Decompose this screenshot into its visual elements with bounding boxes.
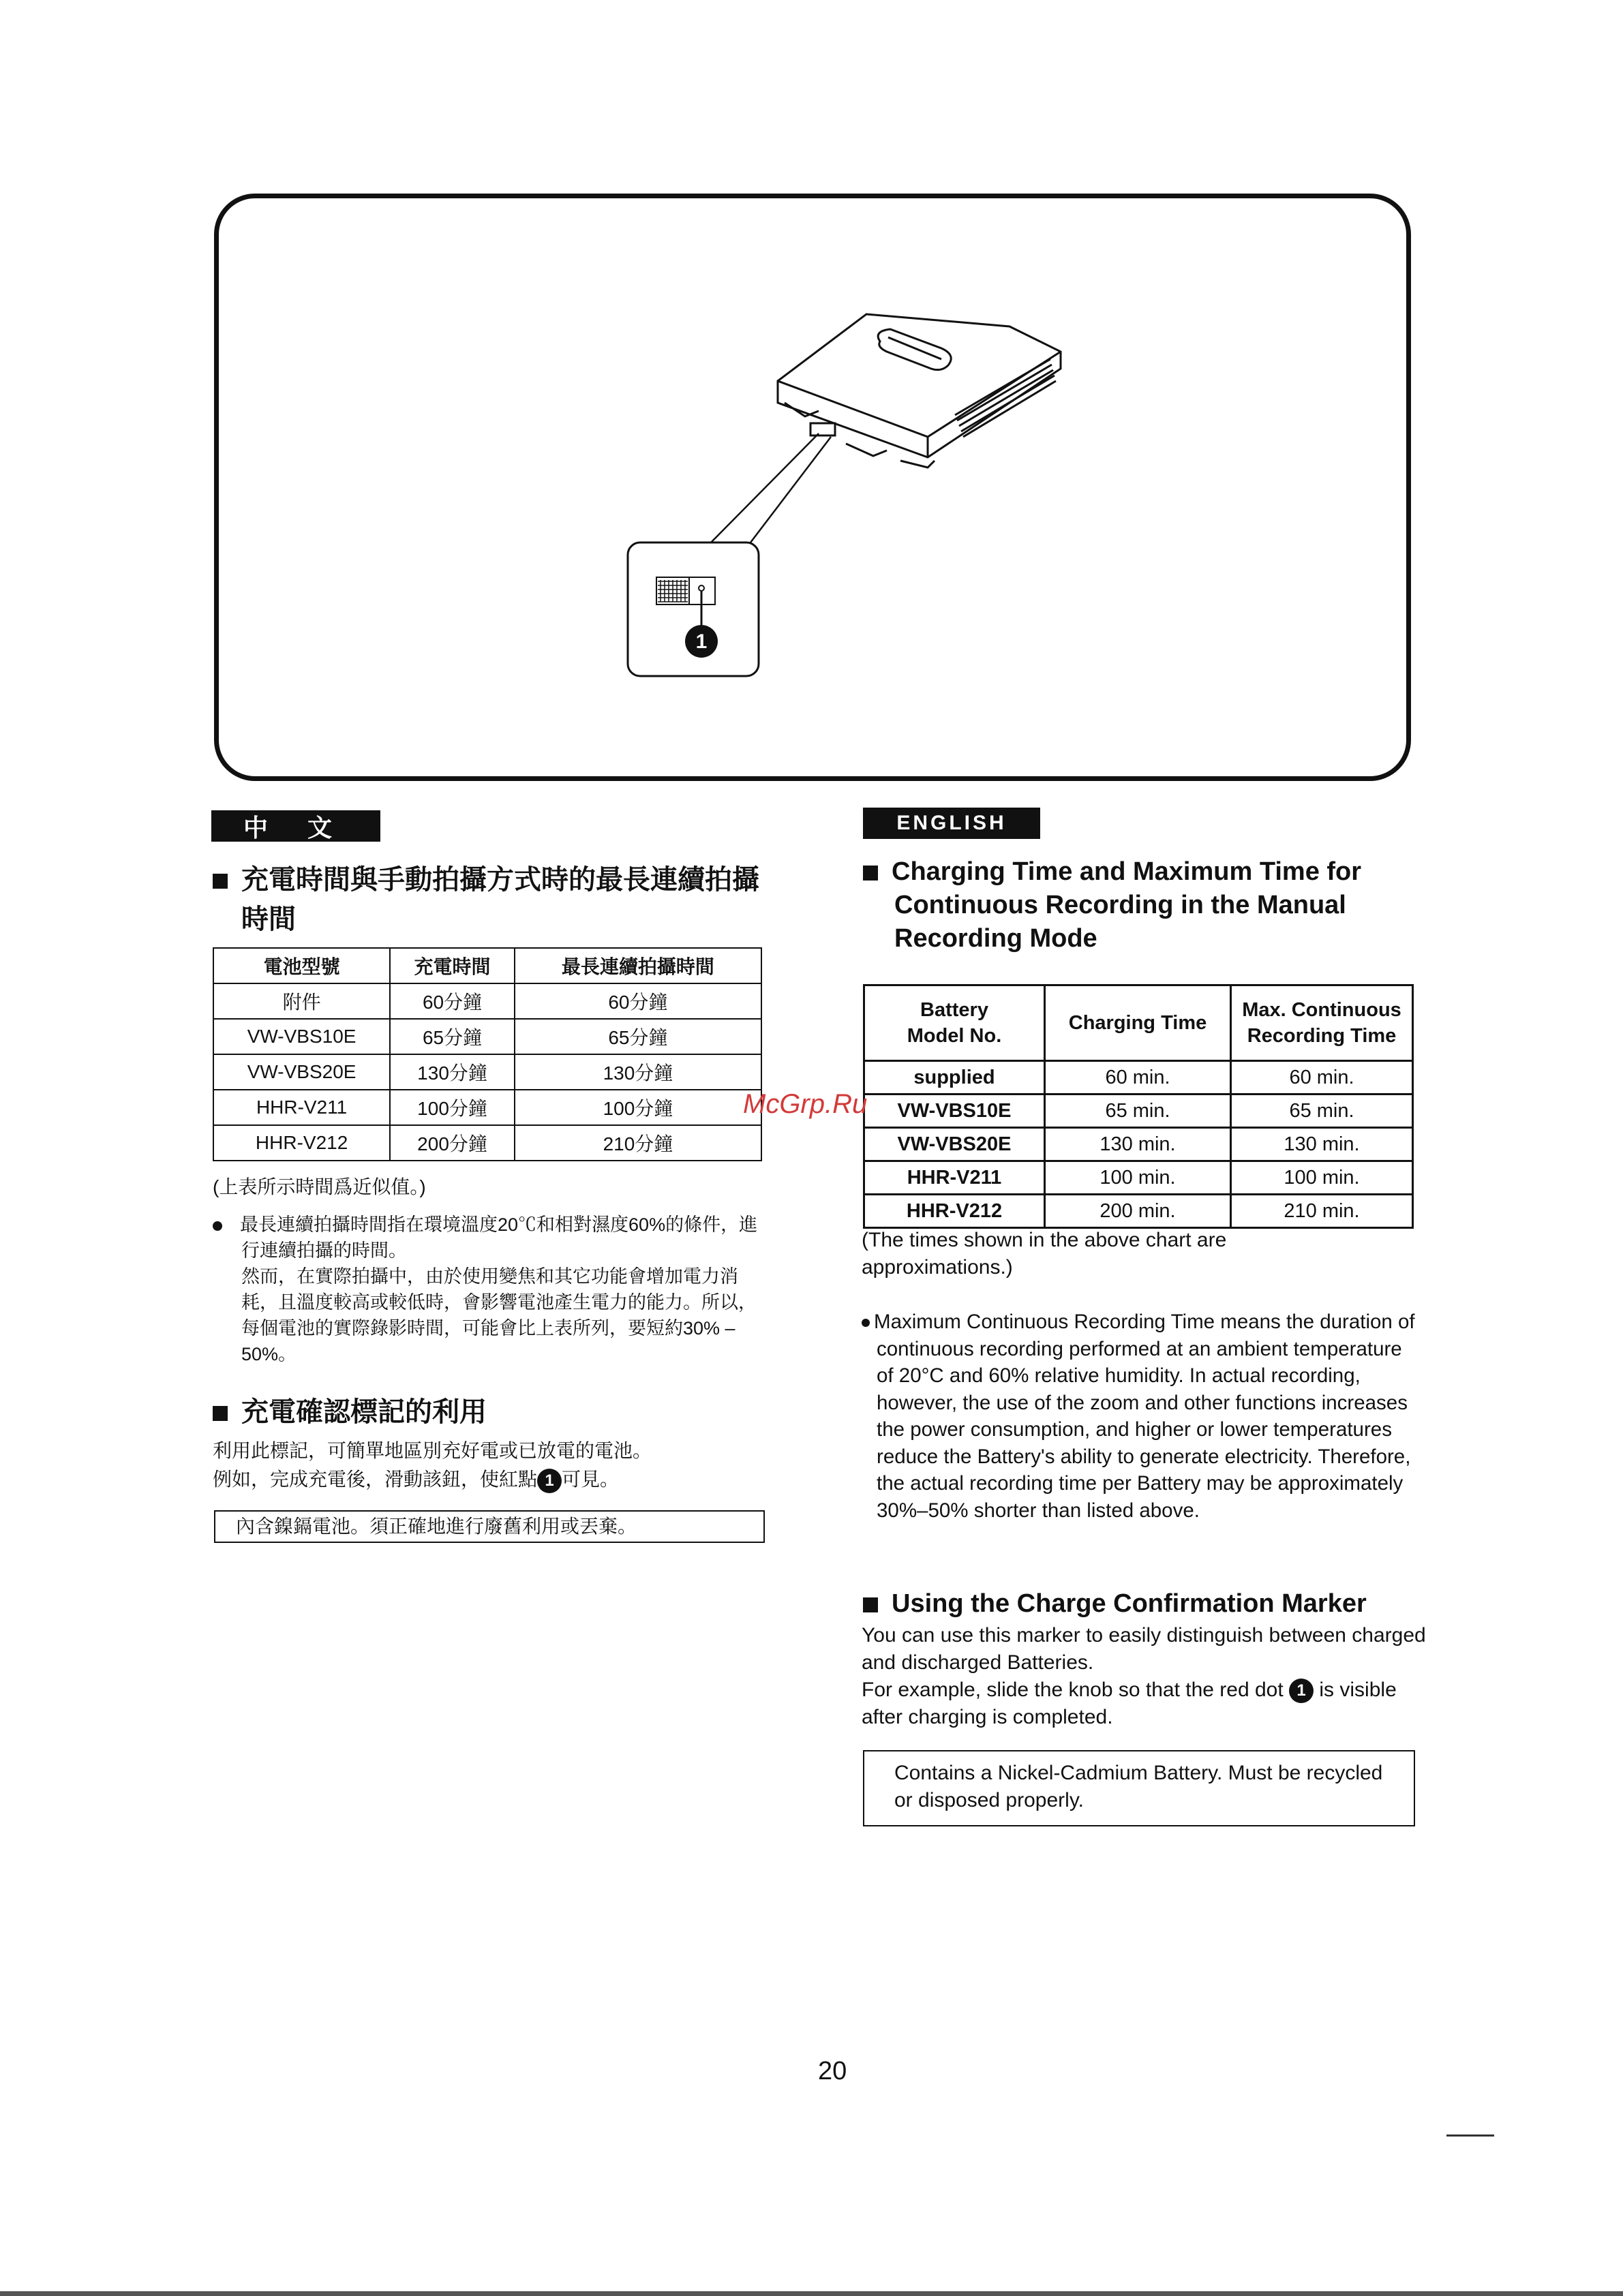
page-number: 20 bbox=[818, 2057, 847, 2085]
table-cell: 65 min. bbox=[1045, 1095, 1231, 1128]
table-header-model bbox=[864, 985, 1045, 1061]
margin-rule bbox=[1446, 2134, 1494, 2137]
chinese-table-note: (上表所示時間爲近似值。) bbox=[213, 1176, 426, 1197]
table-cell: 210分鐘 bbox=[515, 1125, 761, 1161]
bullet-dot-icon bbox=[213, 1221, 222, 1231]
table-cell: 60 min. bbox=[1045, 1061, 1231, 1095]
chinese-heading-line2: 時間 bbox=[241, 904, 296, 934]
table-cell: HHR-V212 bbox=[213, 1125, 390, 1161]
bullet-dot-icon bbox=[862, 1319, 870, 1327]
english-heading bbox=[863, 855, 1429, 955]
battery-drawing bbox=[778, 314, 1061, 468]
chinese-heading2 bbox=[213, 1390, 487, 1429]
header-model-line1: Battery bbox=[920, 999, 988, 1021]
english-heading-line3: Recording Mode bbox=[894, 924, 1097, 953]
table-cell: VW-VBS20E bbox=[864, 1128, 1045, 1161]
table-cell: 65分鐘 bbox=[515, 1019, 761, 1054]
table-cell: HHR-V212 bbox=[864, 1195, 1045, 1228]
table-header-row bbox=[213, 948, 761, 983]
bottom-edge bbox=[0, 2291, 1623, 2296]
chinese-heading-line1: 充電時間與手動拍攝方式時的最長連續拍攝 bbox=[241, 865, 759, 895]
header-max-line1: Max. Continuous bbox=[1242, 999, 1401, 1021]
english-recycle-notice: Contains a Nickel-Cadmium Battery. Must be recycled or disposed properly. bbox=[863, 1750, 1415, 1826]
english-paragraph bbox=[862, 1622, 1427, 1731]
table-cell: 100 min. bbox=[1231, 1161, 1413, 1195]
chinese-paragraph bbox=[213, 1437, 772, 1494]
table-row bbox=[864, 1128, 1413, 1161]
table-cell: 130分鐘 bbox=[515, 1054, 761, 1090]
table-cell: VW-VBS10E bbox=[213, 1019, 390, 1054]
table-cell: 65分鐘 bbox=[390, 1019, 515, 1054]
table-header-charge: Charging Time bbox=[1045, 985, 1231, 1061]
table-cell: 130分鐘 bbox=[390, 1054, 515, 1090]
table-cell: VW-VBS10E bbox=[864, 1095, 1045, 1128]
table-cell: 200 min. bbox=[1045, 1195, 1231, 1228]
red-dot-number-icon: 1 bbox=[537, 1469, 562, 1493]
table-row bbox=[213, 1125, 761, 1161]
chinese-bullet-line2: 然而，在實際拍攝中，由於使用變焦和其它功能會增加電力消耗，且溫度較高或較低時，會影響電池產生電力的能力。所以，每個電池的實際錄影時間，可能會比上表所列，要短約30% – 50%。 bbox=[241, 1266, 757, 1364]
table-cell: 100 min. bbox=[1045, 1161, 1231, 1195]
table-cell: HHR-V211 bbox=[864, 1161, 1045, 1195]
table-row bbox=[864, 1195, 1413, 1228]
battery-illustration-box bbox=[214, 194, 1411, 781]
english-charging-table bbox=[863, 984, 1414, 1229]
english-para1: You can use this marker to easily distinguish between charged and discharged Batteries. bbox=[862, 1624, 1426, 1674]
english-para2-after: is visible after charging is completed. bbox=[862, 1679, 1397, 1728]
table-row bbox=[213, 1054, 761, 1090]
table-cell: 附件 bbox=[213, 983, 390, 1019]
english-bullet bbox=[862, 1308, 1421, 1524]
table-cell: HHR-V211 bbox=[213, 1090, 390, 1125]
table-row bbox=[864, 1061, 1413, 1095]
table-header-max bbox=[1231, 985, 1413, 1061]
english-heading-line2: Continuous Recording in the Manual bbox=[894, 891, 1346, 919]
heading-bullet-icon bbox=[863, 866, 878, 881]
table-cell: 210 min. bbox=[1231, 1195, 1413, 1228]
table-header: 最長連續拍攝時間 bbox=[515, 948, 761, 983]
table-cell: 130 min. bbox=[1231, 1128, 1413, 1161]
table-row bbox=[864, 1095, 1413, 1128]
battery-illustration bbox=[219, 198, 1406, 776]
chinese-para2-before: 例如，完成充電後，滑動該鈕，使紅點 bbox=[213, 1469, 538, 1490]
table-row bbox=[213, 983, 761, 1019]
table-cell: supplied bbox=[864, 1061, 1045, 1095]
chinese-heading2-text: 充電確認標記的利用 bbox=[241, 1397, 487, 1427]
heading-bullet-icon bbox=[213, 1406, 228, 1421]
chinese-bullet bbox=[213, 1212, 765, 1367]
heading-bullet-icon bbox=[863, 1597, 878, 1612]
chinese-bullet-line1: 最長連續拍攝時間指在環境溫度20℃和相對濕度60%的條件，進行連續拍攝的時間。 bbox=[240, 1214, 758, 1261]
table-cell: 200分鐘 bbox=[390, 1125, 515, 1161]
callout-number: 1 bbox=[695, 630, 708, 653]
table-cell: 60分鐘 bbox=[390, 983, 515, 1019]
english-heading2 bbox=[863, 1589, 1367, 1619]
table-header: 充電時間 bbox=[390, 948, 515, 983]
chinese-heading bbox=[213, 860, 772, 939]
chinese-para2-after: 可見。 bbox=[562, 1469, 620, 1490]
table-header: 電池型號 bbox=[213, 948, 390, 983]
table-row bbox=[213, 1090, 761, 1125]
chinese-para1: 利用此標記，可簡單地區別充好電或已放電的電池。 bbox=[213, 1440, 652, 1461]
table-cell: 130 min. bbox=[1045, 1128, 1231, 1161]
english-bullet-text: Maximum Continuous Recording Time means the duration of continuous recording performed at an ambient temperature of 20°C and 60% relative humidity. In actual recording, however, the use of the zoom and other functions increases the power consumption, and higher or lower temperatures reduce the Battery's ability to generate electricity. Therefore, the actual recording time per Battery may be approximately 30%–50% shorter than listed above. bbox=[874, 1311, 1415, 1522]
table-row bbox=[213, 1019, 761, 1054]
english-para2-before: For example, slide the knob so that the red dot bbox=[862, 1679, 1284, 1701]
watermark: McGrp.Ru bbox=[743, 1089, 868, 1119]
chinese-section-label: 中 文 bbox=[211, 810, 380, 842]
chinese-recycle-notice: 內含鎳鎘電池。須正確地進行廢舊利用或丟棄。 bbox=[214, 1510, 765, 1543]
red-dot-number-icon: 1 bbox=[1289, 1679, 1314, 1703]
table-cell: 100分鐘 bbox=[515, 1090, 761, 1125]
table-cell: 100分鐘 bbox=[390, 1090, 515, 1125]
table-cell: 60分鐘 bbox=[515, 983, 761, 1019]
table-cell: 60 min. bbox=[1231, 1061, 1413, 1095]
english-heading-line1: Charging Time and Maximum Time for bbox=[892, 857, 1362, 886]
chinese-charging-table bbox=[213, 947, 762, 1161]
heading-bullet-icon bbox=[213, 874, 228, 889]
table-row bbox=[864, 1161, 1413, 1195]
table-header-row bbox=[864, 985, 1413, 1061]
table-cell: 65 min. bbox=[1231, 1095, 1413, 1128]
header-model-line2: Model No. bbox=[907, 1025, 1002, 1047]
english-section-label: ENGLISH bbox=[863, 808, 1040, 839]
header-max-line2: Recording Time bbox=[1247, 1025, 1397, 1047]
english-heading2-text: Using the Charge Confirmation Marker bbox=[892, 1589, 1367, 1618]
english-table-note: (The times shown in the above chart are approximations.) bbox=[862, 1229, 1227, 1279]
table-cell: VW-VBS20E bbox=[213, 1054, 390, 1090]
